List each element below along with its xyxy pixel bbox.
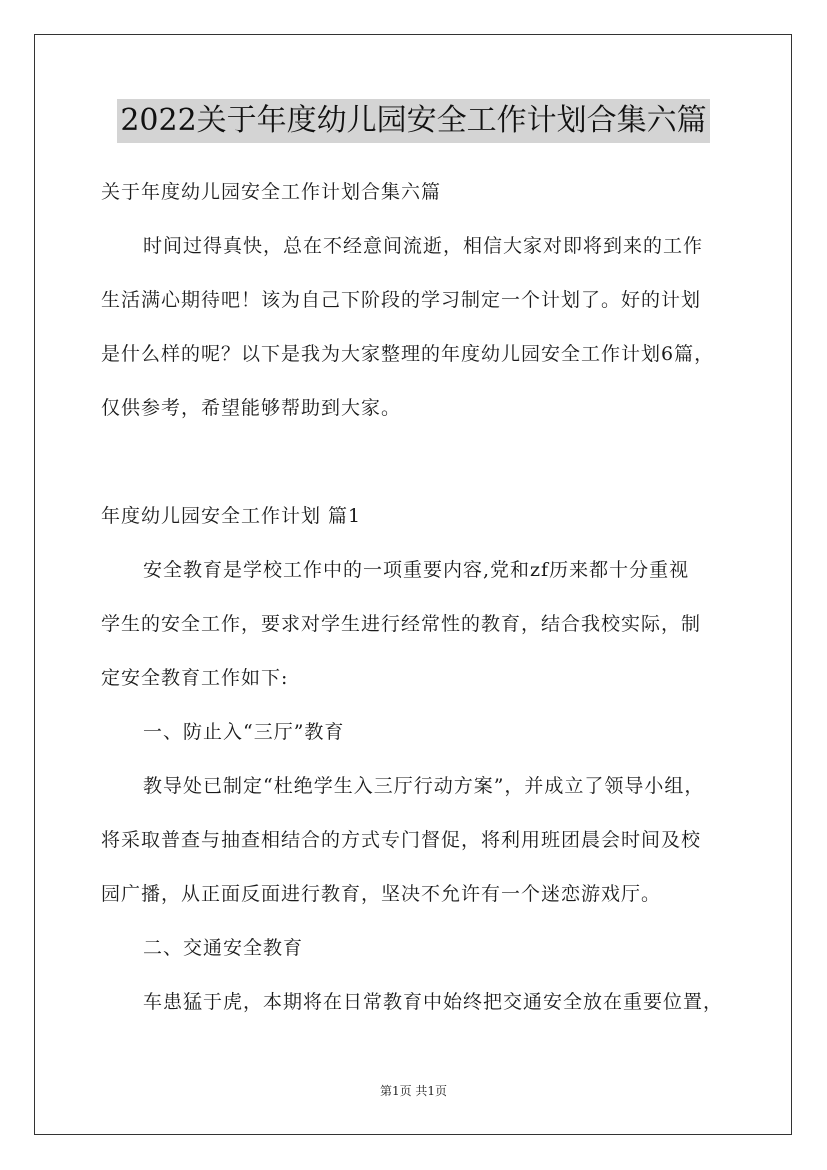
page-footer: 第1页 共1页 [379, 1084, 448, 1098]
document-body [101, 165, 741, 1029]
point-line: 教导处已制定“杜绝学生入三厅行动方案”，并成立了领导小组， [143, 775, 705, 797]
document-title: 2022关于年度幼儿园安全工作计划合集六篇 [117, 99, 709, 143]
point-line: 车患猛于虎，本期将在日常教育中始终把交通安全放在重要位置， [143, 991, 724, 1013]
title-container [0, 99, 827, 143]
section-line: 学生的安全工作，要求对学生进行经常性的教育，结合我校实际，制 [101, 613, 702, 635]
point-line: 将采取普查与抽查相结合的方式专门督促，将利用班团晨会时间及校 [101, 829, 702, 851]
point-line: 园广播，从正面反面进行教育，坚决不允许有一个迷恋游戏厅。 [101, 883, 662, 905]
intro-line: 仅供参考，希望能够帮助到大家。 [101, 397, 402, 419]
section-line: 安全教育是学校工作中的一项重要内容,党和zf历来都十分重视 [143, 559, 690, 581]
intro-line: 生活满心期待吧！该为自己下阶段的学习制定一个计划了。好的计划 [101, 289, 702, 311]
intro-line: 是什么样的呢？以下是我为大家整理的年度幼儿园安全工作计划6篇， [101, 343, 715, 365]
intro-line: 时间过得真快，总在不经意间流逝，相信大家对即将到来的工作 [143, 235, 704, 257]
document-subtitle: 关于年度幼儿园安全工作计划合集六篇 [101, 181, 442, 203]
section-line: 定安全教育工作如下: [101, 667, 289, 689]
section-heading: 年度幼儿园安全工作计划 篇1 [101, 505, 362, 527]
blank-line [101, 435, 741, 489]
point-heading: 一、防止入“三厅”教育 [143, 721, 345, 743]
point-heading: 二、交通安全教育 [143, 937, 304, 959]
